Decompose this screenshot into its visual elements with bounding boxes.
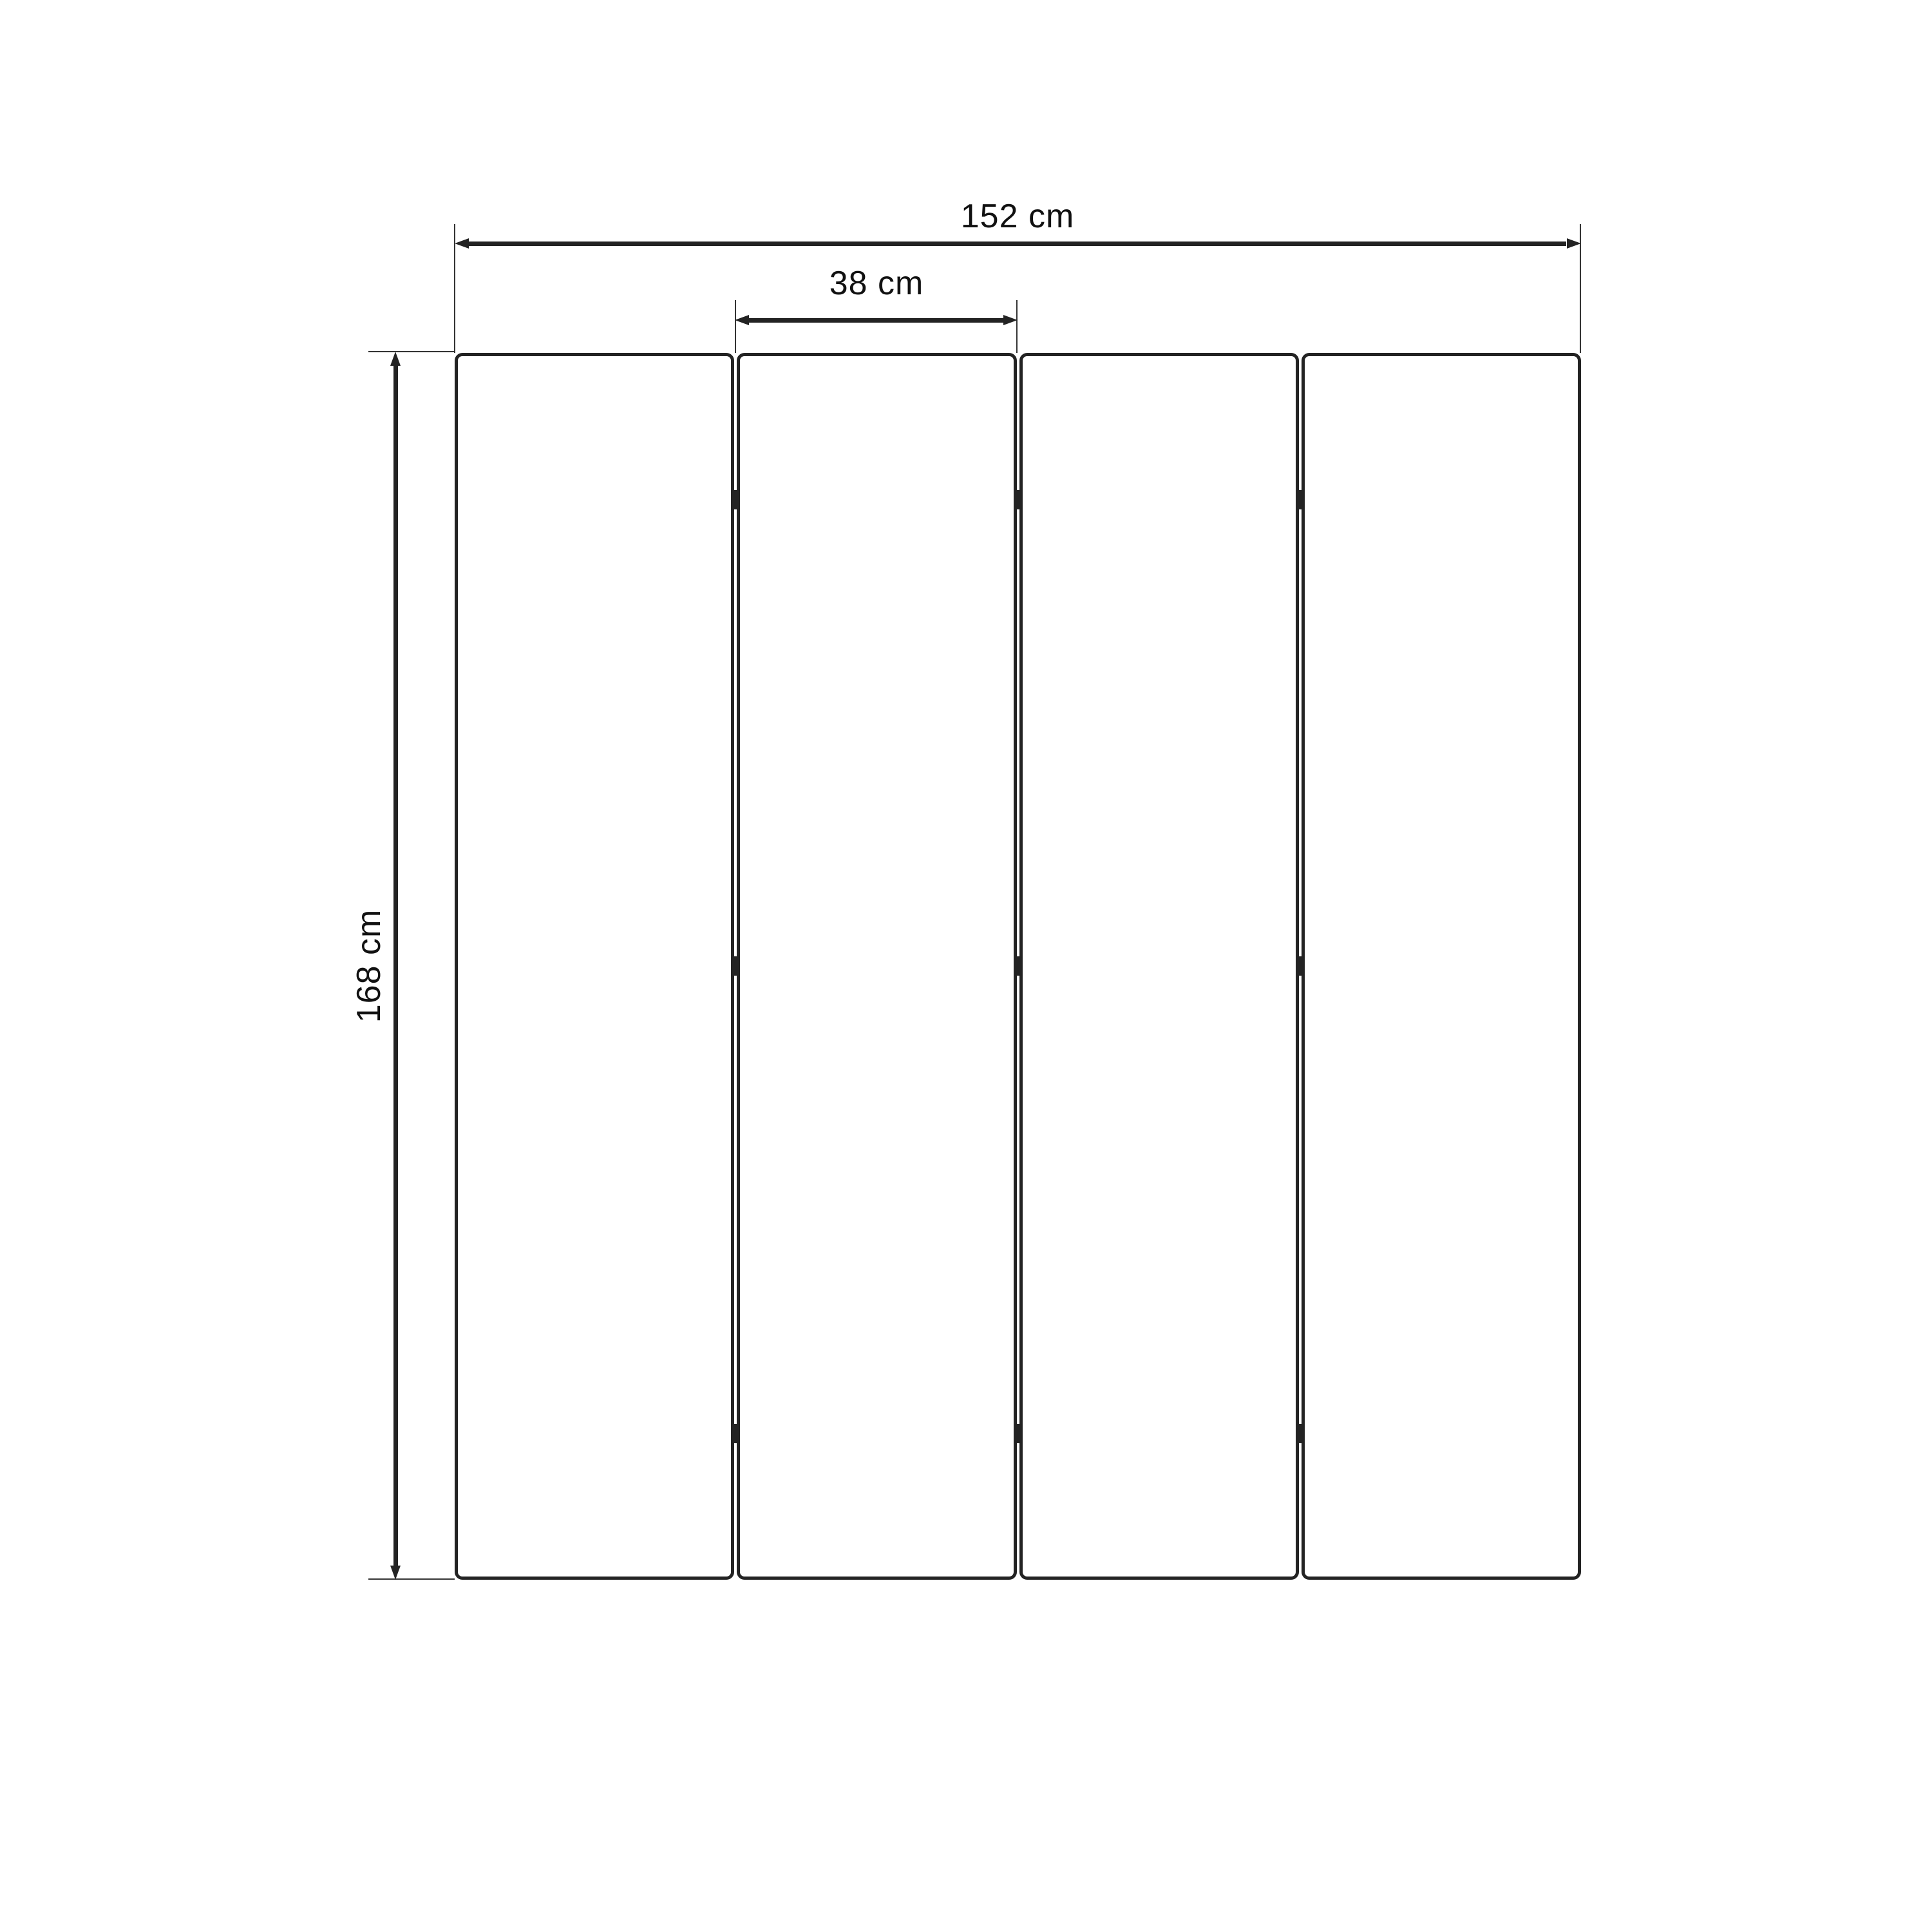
screen-panel-1: [455, 353, 734, 1580]
screen-panel-3: [1019, 353, 1299, 1580]
extension-line-panel-width-left: [735, 300, 736, 353]
hinge: [732, 490, 740, 509]
panel-width-dimension-label: 38 cm: [829, 265, 924, 302]
hinge: [732, 1424, 740, 1443]
extension-line-panel-width-right: [1016, 300, 1018, 353]
arrowhead-left-icon: [735, 315, 749, 325]
hinge: [732, 956, 740, 976]
hinge: [1296, 956, 1304, 976]
screen-panel-4: [1302, 353, 1581, 1580]
hinge: [1296, 1424, 1304, 1443]
panel-width-dimension-line: [746, 318, 1005, 323]
extension-line-height-top: [368, 351, 455, 352]
arrowhead-down-icon: [390, 1566, 401, 1580]
hinge: [1014, 1424, 1022, 1443]
total-width-dimension-label: 152 cm: [960, 198, 1075, 235]
hinge: [1014, 956, 1022, 976]
arrowhead-left-icon: [455, 238, 469, 249]
height-dimension-label: 168 cm: [350, 909, 388, 1023]
extension-line-height-bottom: [368, 1578, 455, 1580]
arrowhead-right-icon: [1567, 238, 1581, 249]
total-width-dimension-line: [466, 242, 1566, 246]
height-dimension-line: [393, 365, 398, 1566]
arrowhead-up-icon: [390, 352, 401, 366]
screen-panel-2: [737, 353, 1016, 1580]
hinge: [1296, 490, 1304, 509]
arrowhead-right-icon: [1003, 315, 1018, 325]
hinge: [1014, 490, 1022, 509]
